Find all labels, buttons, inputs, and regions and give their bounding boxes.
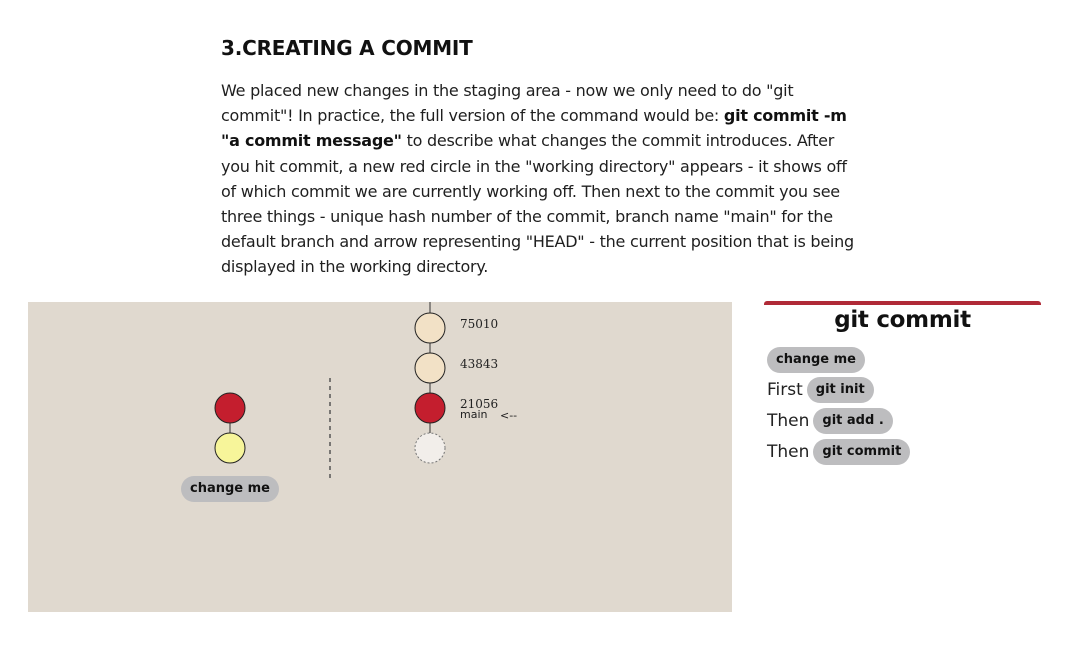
git-commit-command-button[interactable]: git commit [813,439,910,465]
section-heading: 3.CREATING A COMMIT [221,36,473,60]
commit-circle[interactable] [415,393,445,423]
panel-change-row [767,347,865,373]
commit-node[interactable] [415,353,498,383]
working-dir-current-commit-circle [215,393,245,423]
commit-node[interactable] [415,313,498,343]
section-paragraph [221,78,861,280]
step-prefix: Then [767,411,810,431]
command-panel [764,301,1041,501]
step-prefix: Then [767,442,810,462]
git-graph [28,302,732,612]
commit-circle[interactable] [415,353,445,383]
panel-change-me-button[interactable]: change me [767,347,865,373]
step-row [767,408,893,434]
commit-circle[interactable] [415,313,445,343]
panel-accent-bar [764,301,1041,305]
step-row [767,439,910,465]
branch-label: main [460,408,488,421]
paragraph-text-part2: to describe what changes the commit introduces. After you hit commit, a new red circle in the "working directory" appears - it shows off of which commit we are currently working off. Then next to the commit you see three things - unique hash number of the commit, branch name "main" for the default branch and arrow representing "HEAD" - the current position that is being displayed in the working directory. [221,131,854,277]
head-arrow: <-- [500,409,518,422]
commit-hash-label: 75010 [460,317,499,331]
step-row [767,377,874,403]
working-dir-file-circle [215,433,245,463]
commit-node[interactable] [415,393,517,423]
commit-hash-label: 43843 [460,357,499,371]
git-add-command-button[interactable]: git add . [813,408,892,434]
git-init-command-button[interactable]: git init [807,377,874,403]
commit-hash-label: 21056 [460,397,499,411]
panel-title: git commit [834,307,971,333]
next-commit-placeholder-circle [415,433,445,463]
paragraph-text-part1: We placed new changes in the staging area - now we only need to do "git commit"! In practice, the full version of the command would be: [221,81,794,126]
change-me-button[interactable]: change me [181,476,279,502]
paragraph-command-bold: git commit -m "a commit message" [221,106,847,151]
git-visualization-canvas [28,302,732,612]
step-prefix: First [767,380,803,400]
